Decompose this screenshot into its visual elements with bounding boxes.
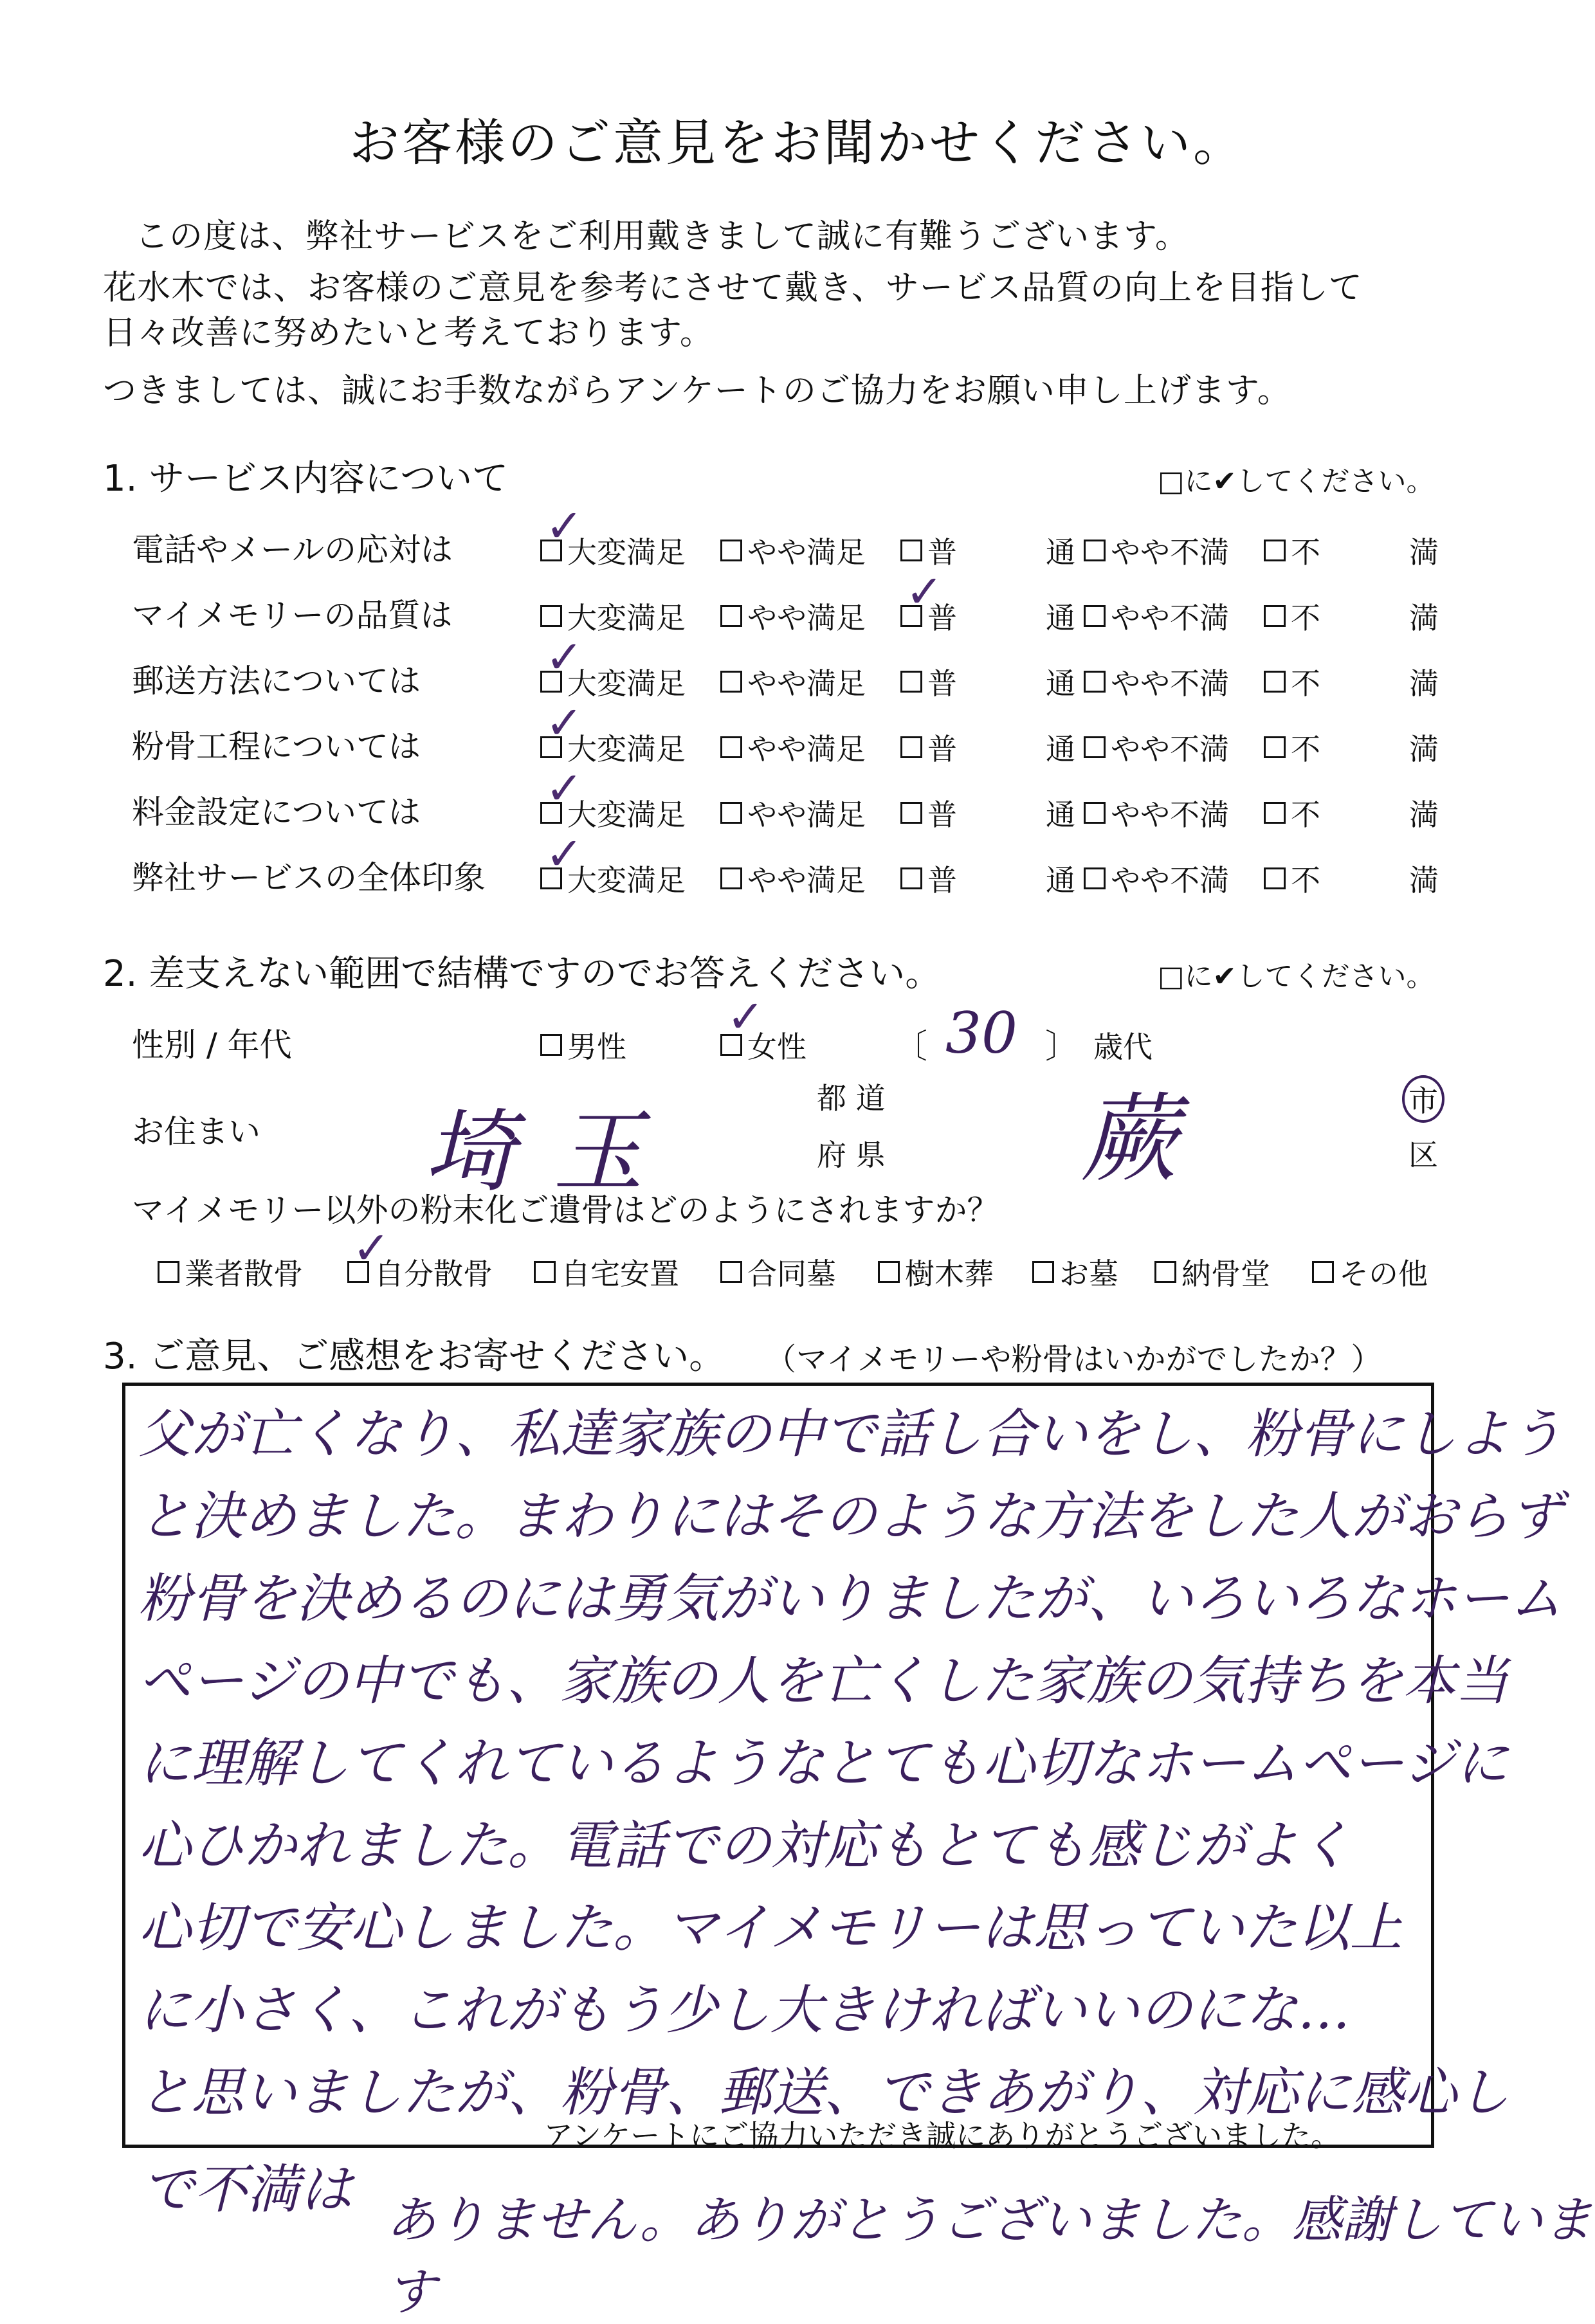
rating-option-label: 不 満 <box>1291 601 1439 635</box>
rating-option[interactable] <box>1084 529 1229 572</box>
rating-option-label: やや不満 <box>1111 797 1229 832</box>
rating-option[interactable] <box>1264 660 1439 703</box>
rating-checkbox[interactable] <box>1084 605 1106 627</box>
form-title: お客様のご意見をお聞かせください。 <box>349 114 1246 172</box>
gender-age-label: 性別 / 年代 <box>132 1026 292 1064</box>
rating-option[interactable] <box>1084 660 1229 703</box>
rating-option-label: やや不満 <box>1111 601 1229 635</box>
section2-note: □に✔してください。 <box>1158 960 1435 993</box>
comment-line: ページの中でも、家族の人を亡くした家族の気持ちを本当 <box>138 1651 1509 1712</box>
rating-option-label: やや満足 <box>747 863 866 898</box>
remains-option[interactable] <box>1154 1251 1270 1293</box>
rating-option-label: やや不満 <box>1111 535 1229 570</box>
remains-option-label: その他 <box>1339 1257 1428 1291</box>
remains-option-label: 納骨堂 <box>1181 1257 1270 1291</box>
rating-option[interactable] <box>720 595 866 637</box>
comment-line: と決めました。まわりにはそのような方法をした人がおらず <box>138 1486 1562 1547</box>
rating-option[interactable] <box>720 726 866 768</box>
section1-question-label: 料金設定については <box>132 794 421 831</box>
check-mark-icon: ✓ <box>545 500 583 552</box>
remains-option-label: 自分散骨 <box>374 1257 493 1291</box>
rating-option[interactable] <box>720 660 866 703</box>
rating-option-label: 大変満足 <box>567 601 686 635</box>
rating-option-label: やや不満 <box>1111 863 1229 898</box>
rating-checkbox[interactable] <box>720 540 742 561</box>
rating-option-label: 大変満足 <box>567 732 686 767</box>
rating-checkbox[interactable] <box>900 802 922 824</box>
prefecture-value[interactable]: 埼玉 <box>424 1100 682 1205</box>
residence-label: お住まい <box>132 1113 260 1150</box>
section1-question-label: 郵送方法については <box>132 662 421 700</box>
rating-option[interactable] <box>900 857 1075 900</box>
rating-checkbox[interactable] <box>720 736 742 758</box>
comment-line: と思いましたが、粉骨、郵送、できあがり、対応に感心し <box>138 2062 1509 2123</box>
rating-option[interactable] <box>720 529 866 572</box>
remains-checkbox[interactable] <box>158 1261 179 1283</box>
rating-checkbox[interactable] <box>1084 671 1106 693</box>
rating-option[interactable] <box>900 726 1075 768</box>
intro-line-2: 花水木では、お客様のご意見を参考にさせて戴き、サービス品質の向上を目指して <box>103 269 1363 307</box>
rating-option-label: やや満足 <box>747 666 866 701</box>
city-suffix-top: 市 <box>1402 1075 1445 1123</box>
prefecture-suffix-top: 都 道 <box>817 1081 886 1116</box>
remains-checkbox[interactable] <box>720 1261 742 1283</box>
age-value[interactable]: 30 <box>945 1000 1017 1066</box>
rating-checkbox[interactable] <box>900 867 922 889</box>
rating-option-label: 普 通 <box>927 863 1075 898</box>
remains-checkbox[interactable] <box>1312 1261 1334 1283</box>
section1-question-label: マイメモリーの品質は <box>132 597 453 634</box>
remains-checkbox[interactable] <box>878 1261 900 1283</box>
rating-option-label: 不 満 <box>1291 863 1439 898</box>
rating-option-label: 普 通 <box>927 797 1075 832</box>
rating-checkbox[interactable] <box>1084 867 1106 889</box>
rating-checkbox[interactable] <box>1084 802 1106 824</box>
comment-line: 心ひかれました。電話での対応もとても感じがよく <box>138 1815 1351 1876</box>
check-mark-icon: ✓ <box>906 565 943 618</box>
rating-option-label: 不 満 <box>1291 535 1439 570</box>
section1-question-label: 粉骨工程については <box>132 728 421 765</box>
rating-option[interactable] <box>1264 726 1439 768</box>
rating-option-label: 普 通 <box>927 535 1075 570</box>
rating-option-label: やや満足 <box>747 732 866 767</box>
male-checkbox[interactable] <box>540 1034 562 1056</box>
rating-option[interactable] <box>720 857 866 900</box>
male-label: 男性 <box>567 1030 626 1064</box>
remains-option-label: 自宅安置 <box>561 1257 679 1291</box>
rating-checkbox[interactable] <box>1264 605 1286 627</box>
city-suffix-bottom: 区 <box>1408 1138 1438 1172</box>
remains-option[interactable] <box>1312 1251 1428 1293</box>
comment-overflow-line-1: で不満は <box>141 2159 352 2220</box>
check-mark-icon: ✓ <box>545 696 583 749</box>
remains-option[interactable] <box>1032 1251 1118 1293</box>
rating-option-label: 大変満足 <box>567 666 686 701</box>
comment-line: 心切で安心しました。マイメモリーは思っていた以上 <box>138 1898 1403 1959</box>
rating-option-label: やや満足 <box>747 797 866 832</box>
section2-heading: 2. 差支えない範囲で結構ですのでお答えください。 <box>103 953 942 995</box>
rating-option[interactable] <box>1084 595 1229 637</box>
rating-option-label: 不 満 <box>1291 732 1439 767</box>
rating-checkbox[interactable] <box>1264 867 1286 889</box>
rating-checkbox[interactable] <box>1264 802 1286 824</box>
rating-option[interactable] <box>1084 857 1229 900</box>
rating-checkbox[interactable] <box>1264 736 1286 758</box>
rating-checkbox[interactable] <box>1264 671 1286 693</box>
rating-checkbox[interactable] <box>720 802 742 824</box>
city-value[interactable]: 蕨 <box>1080 1084 1178 1195</box>
remains-option-label: 業者散骨 <box>185 1257 303 1291</box>
check-mark-icon: ✓ <box>545 762 583 815</box>
rating-checkbox[interactable] <box>1084 736 1106 758</box>
check-mark-icon: ✓ <box>352 1222 390 1275</box>
rating-option-label: 不 満 <box>1291 666 1439 701</box>
intro-line-1: この度は、弊社サービスをご利用戴きまして誠に有難うございます。 <box>135 217 1189 256</box>
comment-line: 粉骨を決めるのには勇気がいりましたが、いろいろなホーム <box>138 1568 1562 1630</box>
age-suffix: 歳代 <box>1093 1030 1153 1064</box>
rating-option-label: 大変満足 <box>567 797 686 832</box>
remains-checkbox[interactable] <box>1154 1261 1176 1283</box>
rating-option[interactable] <box>1264 529 1439 572</box>
prefecture-suffix-bottom: 府 県 <box>817 1138 886 1172</box>
rating-option[interactable] <box>1084 792 1229 834</box>
check-mark-icon: ✓ <box>545 631 583 684</box>
rating-option[interactable] <box>900 792 1075 834</box>
rating-option[interactable] <box>1264 857 1439 900</box>
rating-option[interactable] <box>1084 726 1229 768</box>
rating-checkbox[interactable] <box>720 671 742 693</box>
check-mark-icon: ✓ <box>545 828 583 880</box>
remains-option[interactable] <box>158 1251 303 1293</box>
rating-checkbox[interactable] <box>900 671 922 693</box>
rating-option[interactable] <box>720 792 866 834</box>
remains-question: マイメモリー以外の粉末化ご遺骨はどのようにされますか？ <box>132 1192 999 1229</box>
rating-option-label: 普 通 <box>927 666 1075 701</box>
remains-option[interactable] <box>534 1251 679 1293</box>
comment-line: に理解してくれているようなとても心切なホームページに <box>138 1733 1509 1794</box>
female-label: 女性 <box>747 1030 807 1064</box>
rating-option-label: 大変満足 <box>567 863 686 898</box>
section1-question-label: 弊社サービスの全体印象 <box>132 859 486 896</box>
section3-heading-note: （マイメモリーや粉骨はいかがでしたか？） <box>765 1341 1382 1377</box>
section1-question-label: 電話やメールの応対は <box>132 531 453 568</box>
intro-line-4: つきましては、誠にお手数ながらアンケートのご協力をお願い申し上げます。 <box>103 372 1291 410</box>
age-bracket-close: 〕 <box>1045 1028 1079 1066</box>
rating-checkbox[interactable] <box>720 867 742 889</box>
remains-option[interactable] <box>878 1251 994 1293</box>
rating-option-label: やや不満 <box>1111 666 1229 701</box>
comment-line: 父が亡くなり、私達家族の中で話し合いをし、粉骨にしよう <box>138 1404 1562 1465</box>
comment-line: に小さく、これがもう少し大きければいいのにな… <box>138 1980 1351 2041</box>
age-bracket-open: 〔 <box>894 1028 928 1066</box>
rating-option-label: やや満足 <box>747 601 866 635</box>
rating-option-label: やや不満 <box>1111 732 1229 767</box>
section1-heading: 1. サービス内容について <box>103 458 509 500</box>
rating-checkbox[interactable] <box>1264 540 1286 561</box>
intro-line-3: 日々改善に努めたいと考えております。 <box>103 314 714 352</box>
thanks-note: アンケートにご協力いただき誠にありがとうございました。 <box>543 2118 1341 2153</box>
section1-note: □に✔してください。 <box>1158 465 1435 498</box>
female-check-mark-icon: ✓ <box>727 990 765 1043</box>
rating-checkbox[interactable] <box>1084 540 1106 561</box>
remains-option[interactable] <box>720 1251 836 1293</box>
remains-option-label: 合同墓 <box>747 1257 836 1291</box>
remains-checkbox[interactable] <box>1032 1261 1054 1283</box>
rating-option[interactable] <box>1264 595 1439 637</box>
rating-option-label: 普 通 <box>927 732 1075 767</box>
rating-checkbox[interactable] <box>900 540 922 561</box>
section3-heading: 3. ご意見、ご感想をお寄せください。 <box>103 1336 725 1377</box>
rating-checkbox[interactable] <box>900 736 922 758</box>
rating-option[interactable] <box>900 660 1075 703</box>
remains-checkbox[interactable] <box>534 1261 556 1283</box>
rating-option[interactable] <box>1264 792 1439 834</box>
rating-option-label: 大変満足 <box>567 535 686 570</box>
rating-option-label: やや満足 <box>747 535 866 570</box>
rating-checkbox[interactable] <box>720 605 742 627</box>
comment-overflow-line-2: ありません。ありがとうございました。感謝しています <box>386 2192 1593 2321</box>
rating-option-label: 不 満 <box>1291 797 1439 832</box>
remains-option-label: お墓 <box>1059 1257 1118 1291</box>
gender-male-option[interactable] <box>540 1024 626 1066</box>
remains-option-label: 樹木葬 <box>905 1257 994 1291</box>
rating-checkbox[interactable] <box>540 605 562 627</box>
rating-option-label: 普 通 <box>927 601 1075 635</box>
